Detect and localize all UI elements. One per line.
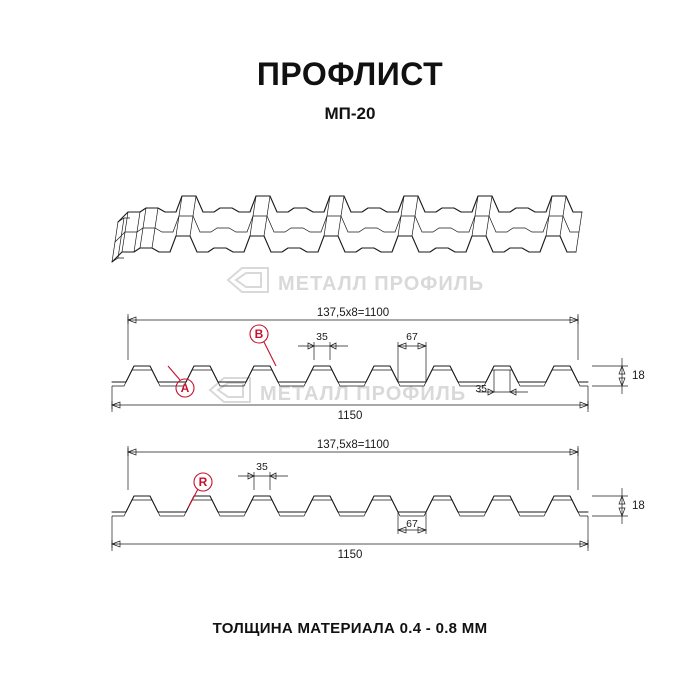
callout-b-label: B <box>254 327 264 341</box>
dim-top-rib-height: 18 <box>632 370 645 382</box>
page-title: ПРОФЛИСТ <box>256 56 444 92</box>
dim-bottom-rib-height: 18 <box>632 500 645 512</box>
dim-bottom-67: 67 <box>406 518 418 530</box>
dim-top-pitch: 137,5х8=1100 <box>316 307 390 319</box>
dim-bottom-pitch: 137,5х8=1100 <box>316 439 390 451</box>
callout-r-label: R <box>198 475 208 489</box>
dim-bottom-35: 35 <box>256 461 268 473</box>
callout-b <box>250 325 276 366</box>
callout-r <box>188 473 212 508</box>
profile-section-bottom <box>112 439 645 561</box>
isometric-sheet-illustration <box>112 196 582 262</box>
page-subtitle: МП-20 <box>324 104 376 123</box>
material-thickness-note: ТОЛЩИНА МАТЕРИАЛА 0.4 - 0.8 ММ <box>212 620 488 637</box>
dim-top-width: 1150 <box>337 410 363 422</box>
watermark-logo-top <box>228 268 484 295</box>
dim-top-35-left: 35 <box>316 331 328 343</box>
dim-top-67: 67 <box>406 331 418 343</box>
dim-top-35-right: 35 <box>475 383 487 395</box>
dim-bottom-width: 1150 <box>337 549 363 561</box>
watermark-text: МЕТАЛЛ ПРОФИЛЬ <box>278 273 485 295</box>
profile-section-top <box>112 307 645 422</box>
callout-a-label: A <box>180 381 190 395</box>
watermark-text-2: МЕТАЛЛ ПРОФИЛЬ <box>260 383 467 405</box>
